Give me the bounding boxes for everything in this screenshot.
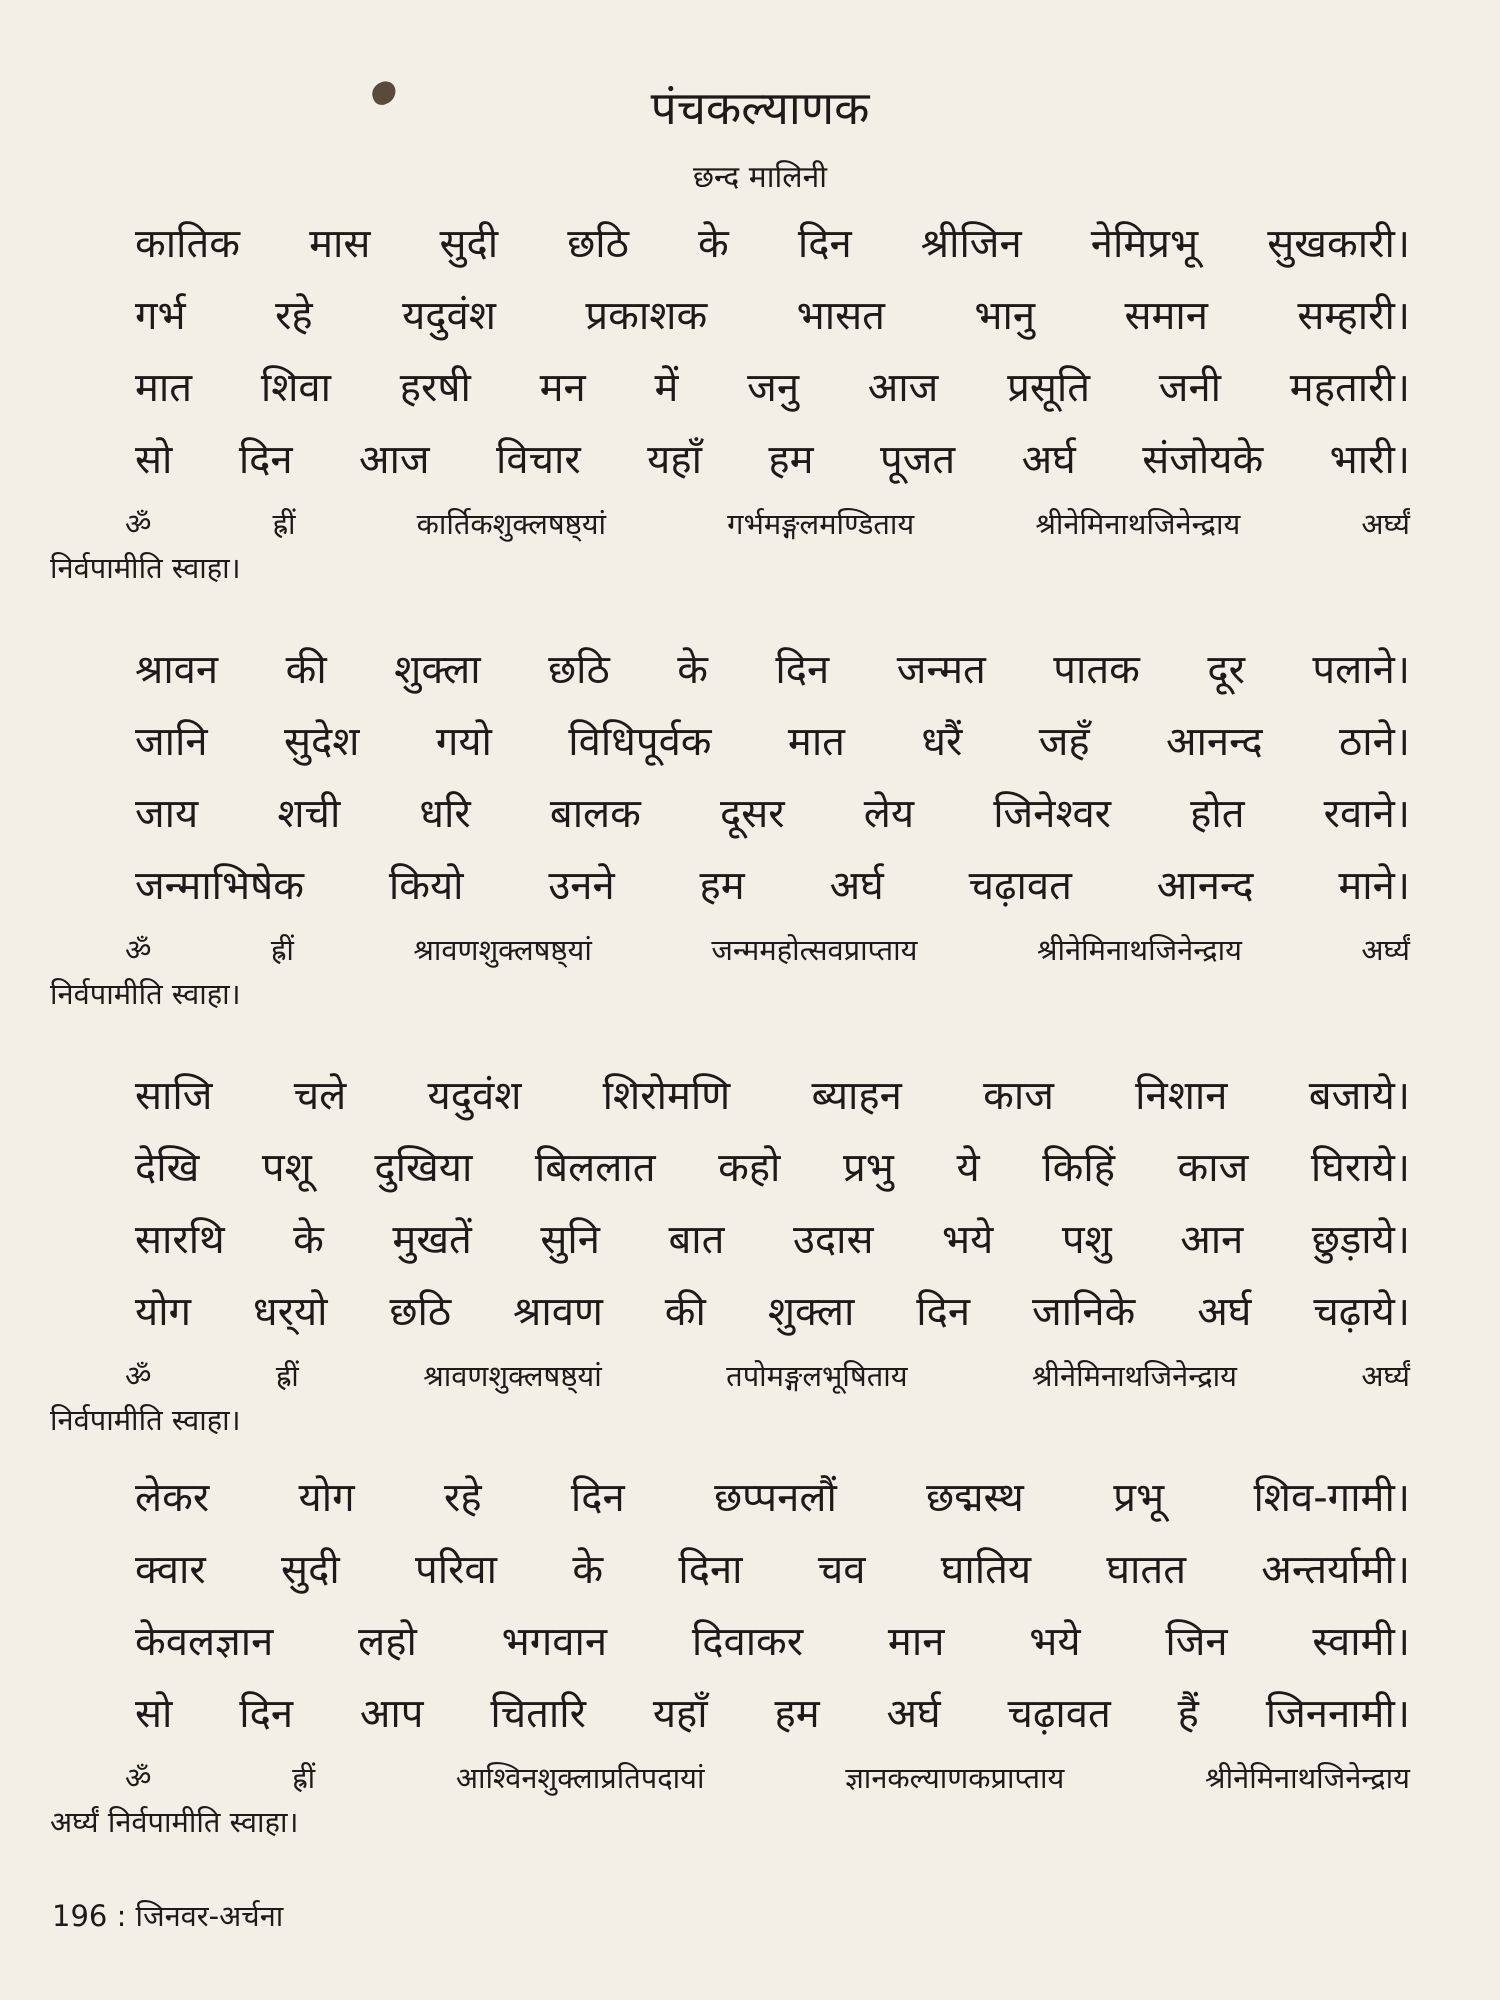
verse-line: जन्माभिषेक कियो उनने हम अर्घ चढ़ावत आनन्द माने।	[135, 863, 1410, 909]
verse-line: सो दिन आज विचार यहाँ हम पूजत अर्घ संजोयके भारी।	[135, 437, 1410, 483]
verse-line: केवलज्ञान लहो भगवान दिवाकर मान भये जिन स्वामी।	[135, 1619, 1410, 1665]
verse-line: मात शिवा हरषी मन में जनु आज प्रसूति जनी महतारी।	[135, 365, 1410, 411]
verse-line: लेकर योग रहे दिन छप्पनलौं छद्मस्थ प्रभू शिव-गामी।	[135, 1475, 1410, 1521]
stanza-3	[50, 1060, 1410, 1442]
mantra-first-line: ॐ ह्रीं आश्विनशुक्लाप्रतिपदायां ज्ञानकल्याणकप्राप्ताय श्रीनेमिनाथजिनेन्द्राय	[125, 1761, 1410, 1795]
mantra	[50, 1354, 1410, 1442]
page-footer: 196 : जिनवर-अर्चना	[52, 1899, 284, 1933]
mantra-second-line: निर्वपामीति स्वाहा।	[50, 1403, 241, 1437]
verse-line: सो दिन आप चितारि यहाँ हम अर्घ चढ़ावत हैं जिननामी।	[135, 1691, 1410, 1737]
meter-heading: छन्द मालिनी	[692, 160, 827, 195]
mantra-first-line: ॐ ह्रीं कार्तिकशुक्लषष्ठ्यां गर्भमङ्गलमण्डिताय श्रीनेमिनाथजिनेन्द्राय अर्घ्यं	[125, 507, 1410, 541]
mantra-second-line: निर्वपामीति स्वाहा।	[50, 977, 241, 1011]
verse-line: देखि पशू दुखिया बिललात कहो प्रभु ये किहिं काज घिराये।	[135, 1145, 1410, 1191]
page-title: पंचकल्याणक	[650, 81, 870, 135]
mantra	[50, 928, 1410, 1016]
mantra-first-line: ॐ ह्रीं श्रावणशुक्लषष्ठ्यां जन्ममहोत्सवप्राप्ताय श्रीनेमिनाथजिनेन्द्राय अर्घ्यं	[125, 933, 1410, 967]
stanza-2	[50, 634, 1410, 1016]
verse-line: जानि सुदेश गयो विधिपूर्वक मात धरैं जहँ आनन्द ठाने।	[135, 719, 1410, 765]
verse-line: जाय शची धरि बालक दूसर लेय जिनेश्वर होत रवाने।	[135, 791, 1410, 837]
mantra-second-line: निर्वपामीति स्वाहा।	[50, 551, 241, 585]
verse-line: कातिक मास सुदी छठि के दिन श्रीजिन नेमिप्रभू सुखकारी।	[135, 221, 1410, 267]
verse-line: गर्भ रहे यदुवंश प्रकाशक भासत भानु समान सम्हारी।	[135, 293, 1410, 339]
mantra	[50, 1756, 1410, 1844]
stanza-1	[50, 208, 1410, 590]
verse-line: सारथि के मुखतें सुनि बात उदास भये पशु आन छुड़ाये।	[135, 1217, 1410, 1263]
verse-line: साजि चले यदुवंश शिरोमणि ब्याहन काज निशान बजाये।	[135, 1073, 1410, 1119]
stanza-4	[50, 1462, 1410, 1844]
verse-line: योग धर्‌यो छठि श्रावण की शुक्ला दिन जानिके अर्घ चढ़ाये।	[135, 1289, 1410, 1335]
mantra-first-line: ॐ ह्रीं श्रावणशुक्लषष्ठ्यां तपोमङ्गलभूषिताय श्रीनेमिनाथजिनेन्द्राय अर्घ्यं	[125, 1359, 1410, 1393]
verse-line: श्रावन की शुक्ला छठि के दिन जन्मत पातक दूर पलाने।	[135, 647, 1410, 693]
mantra	[50, 502, 1410, 590]
verse-line: क्वार सुदी परिवा के दिना चव घातिय घातत अन्तर्यामी।	[135, 1547, 1410, 1593]
mantra-second-line: अर्घ्यं निर्वपामीति स्वाहा।	[50, 1805, 299, 1839]
